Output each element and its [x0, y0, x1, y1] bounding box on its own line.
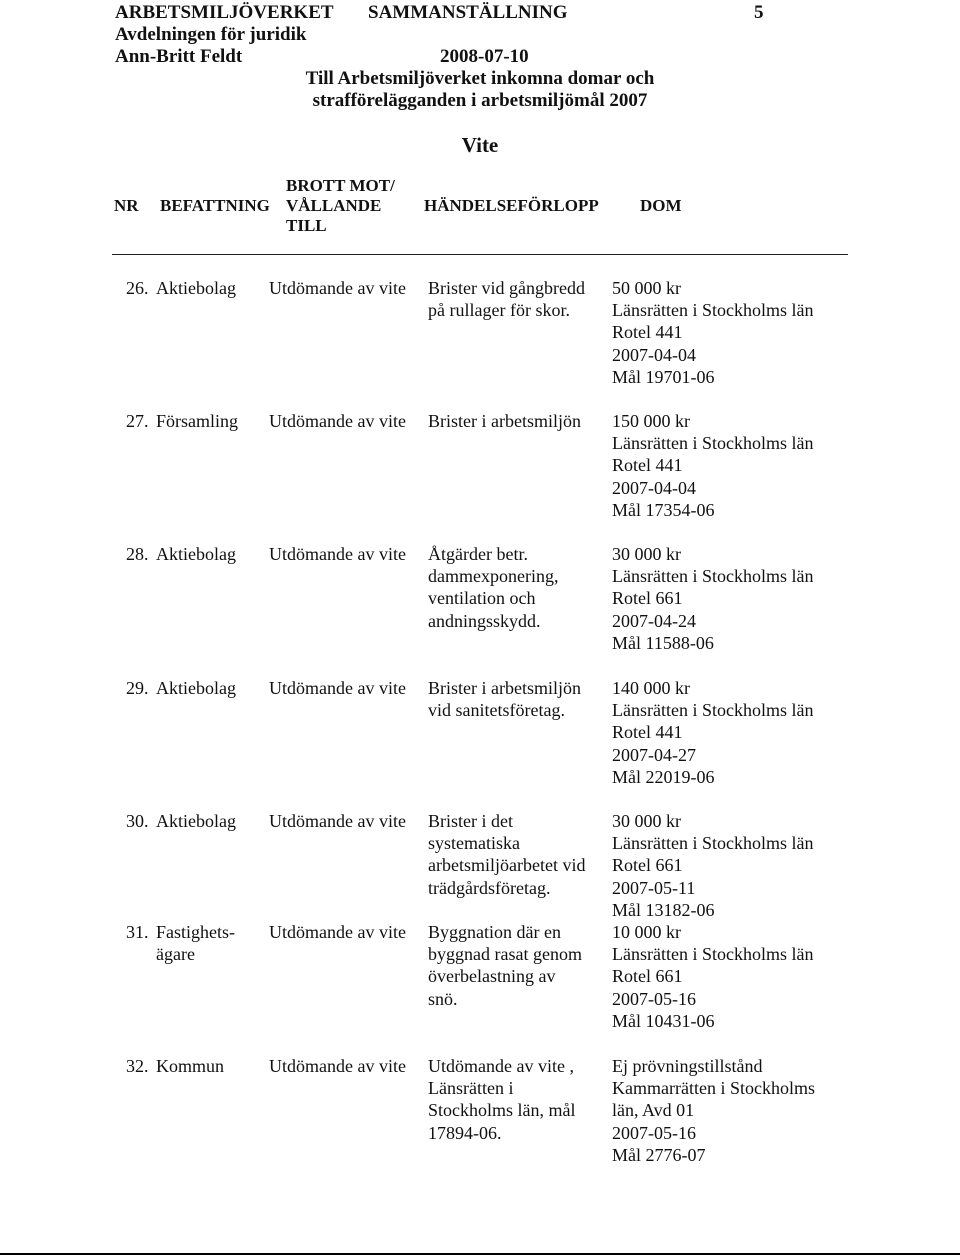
row-31-brott: Utdömande av vite	[269, 922, 406, 942]
row-28-brott: Utdömande av vite	[269, 544, 406, 564]
column-header-handelseforlopp: HÄNDELSEFÖRLOPP	[424, 196, 599, 215]
row-31-befattning: Fastighets- ägare	[156, 922, 235, 965]
row-29-befattning: Aktiebolag	[156, 678, 236, 698]
row-27-handelse: Brister i arbetsmiljön	[428, 411, 581, 431]
header-title-line2: strafförelägganden i arbetsmiljömål 2007	[312, 90, 648, 111]
header-title-line1: Till Arbetsmiljöverket inkomna domar och	[305, 68, 655, 89]
footer-divider	[0, 1253, 960, 1255]
header-divider	[112, 254, 848, 255]
header-author: Ann-Britt Feldt	[115, 46, 243, 67]
column-header-brott-line1: BROTT MOT/	[286, 176, 395, 195]
header-org: ARBETSMILJÖVERKET	[115, 2, 334, 23]
column-header-brott-line3: TILL	[286, 216, 327, 235]
row-28-nr: 28.	[126, 544, 149, 564]
row-28-befattning: Aktiebolag	[156, 544, 236, 564]
row-30-befattning: Aktiebolag	[156, 811, 236, 831]
row-32-befattning: Kommun	[156, 1056, 225, 1076]
row-30-nr: 30.	[126, 811, 149, 831]
row-29-handelse: Brister i arbetsmiljön vid sanitetsföretag.	[428, 678, 581, 721]
row-29-dom: 140 000 kr Länsrätten i Stockholms län Rotel 441 2007-04-27 Mål 22019-06	[612, 678, 814, 787]
row-30-dom: 30 000 kr Länsrätten i Stockholms län Rotel 661 2007-05-11 Mål 13182-06	[612, 811, 814, 920]
row-32-handelse: Utdömande av vite , Länsrätten i Stockholms län, mål 17894-06.	[428, 1056, 576, 1143]
column-header-befattning: BEFATTNING	[160, 196, 270, 215]
row-32-brott: Utdömande av vite	[269, 1056, 406, 1076]
header-doc-type: SAMMANSTÄLLNING	[368, 2, 568, 23]
row-32-nr: 32.	[126, 1056, 149, 1076]
row-31-handelse: Byggnation där en byggnad rasat genom överbelastning av snö.	[428, 922, 582, 1009]
row-26-befattning: Aktiebolag	[156, 278, 236, 298]
row-29-brott: Utdömande av vite	[269, 678, 406, 698]
header-department: Avdelningen för juridik	[115, 24, 307, 45]
row-27-dom: 150 000 kr Länsrätten i Stockholms län Rotel 441 2007-04-04 Mål 17354-06	[612, 411, 814, 520]
row-31-nr: 31.	[126, 922, 149, 942]
row-26-dom: 50 000 kr Länsrätten i Stockholms län Rotel 441 2007-04-04 Mål 19701-06	[612, 278, 814, 387]
row-30-handelse: Brister i det systematiska arbetsmiljöarbetet vid trädgårdsföretag.	[428, 811, 586, 898]
column-header-brott-line2: VÅLLANDE	[286, 196, 382, 215]
header-date: 2008-07-10	[440, 46, 529, 67]
column-header-dom: DOM	[640, 196, 682, 215]
row-31-dom: 10 000 kr Länsrätten i Stockholms län Rotel 661 2007-05-16 Mål 10431-06	[612, 922, 814, 1031]
row-26-handelse: Brister vid gångbredd på rullager för skor.	[428, 278, 585, 321]
header-page-number: 5	[754, 2, 764, 23]
row-27-nr: 27.	[126, 411, 149, 431]
row-27-brott: Utdömande av vite	[269, 411, 406, 431]
row-26-brott: Utdömande av vite	[269, 278, 406, 298]
row-28-dom: 30 000 kr Länsrätten i Stockholms län Rotel 661 2007-04-24 Mål 11588-06	[612, 544, 814, 653]
row-32-dom: Ej prövningstillstånd Kammarrätten i Stockholms län, Avd 01 2007-05-16 Mål 2776-07	[612, 1056, 815, 1165]
row-30-brott: Utdömande av vite	[269, 811, 406, 831]
column-header-nr: NR	[114, 196, 139, 215]
row-28-handelse: Åtgärder betr. dammexponering, ventilation och andningsskydd.	[428, 544, 559, 631]
row-29-nr: 29.	[126, 678, 149, 698]
section-title: Vite	[461, 133, 499, 157]
row-26-nr: 26.	[126, 278, 149, 298]
row-27-befattning: Församling	[156, 411, 239, 431]
